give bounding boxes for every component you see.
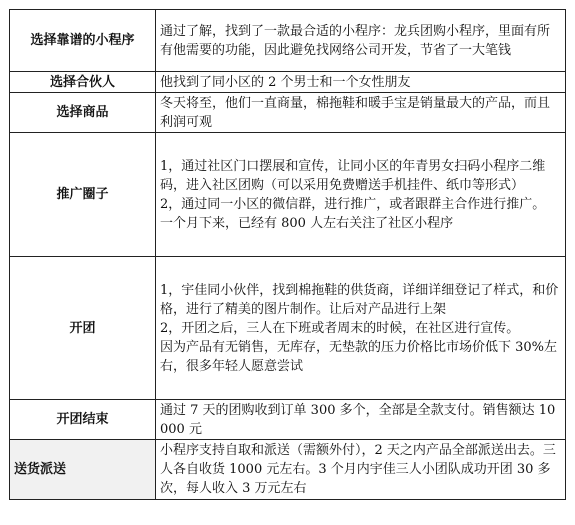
row-content <box>156 440 566 500</box>
table-row-promotion <box>10 133 566 257</box>
table-row-choose-partner <box>10 72 566 93</box>
table-row-open-group <box>10 257 566 400</box>
row-label: 选择靠谱的小程序 <box>10 10 156 72</box>
row-content <box>156 10 566 72</box>
row-label: 推广圈子 <box>10 133 156 257</box>
content-line: 2，开团之后，三人在下班或者周末的时候，在社区进行宣传。 <box>160 320 520 336</box>
row-label: 开团结束 <box>10 400 156 440</box>
content-line: 1，宇佳同小伙伴，找到棉拖鞋的供货商，详细详细登记了样式，和价格，进行了精美的图片制作。让后对产品进行上架 <box>160 282 559 317</box>
content-line: 一个月下来，已经有 800 人左右关注了社区小程序 <box>160 215 454 231</box>
row-label: 选择合伙人 <box>10 72 156 93</box>
plan-table <box>9 9 566 500</box>
row-content <box>156 72 566 93</box>
row-content <box>156 133 566 257</box>
content-line: 1，通过社区门口摆展和宣传，让同小区的年青男女扫码小程序二维码，进入社区团购（可以采用免费赠送手机挂件、纸巾等形式） <box>160 158 546 193</box>
document-page <box>9 9 566 500</box>
row-label: 选择商品 <box>10 93 156 133</box>
content-line: 2，通过同一小区的微信群，进行推广，或者跟群主合作进行推广。 <box>160 196 546 212</box>
row-content <box>156 257 566 400</box>
content-line: 通过 7 天的团购收到订单 300 多个，全部是全款支付。销售额达 10000 元 <box>160 402 556 437</box>
content-line: 他找到了同小区的 2 个男士和一个女性朋友 <box>160 74 411 90</box>
table-row-choose-product <box>10 93 566 133</box>
table-row-choose-app <box>10 10 566 72</box>
content-line: 小程序支持自取和派送（需额外付），2 天之内产品全部派送出去。三人各自收货 1000 元左右。3 个月内宇佳三人小团队成功开团 30 多次，每人收入 3 万元左右 <box>160 443 556 496</box>
table-row-delivery <box>10 440 566 500</box>
content-line: 冬天将至，他们一直商量，棉拖鞋和暖手宝是销量最大的产品，而且利润可观 <box>160 95 551 130</box>
row-label: 送货派送 <box>10 440 156 500</box>
row-label: 开团 <box>10 257 156 400</box>
content-line: 通过了解，找到了一款最合适的小程序：龙兵团购小程序，里面有所有他需要的功能，因此避免找网络公司开发，节省了一大笔钱 <box>160 23 551 58</box>
table-row-group-end <box>10 400 566 440</box>
row-content <box>156 400 566 440</box>
content-line: 因为产品有无销售，无库存，无垫款的压力价格比市场价低下 30%左右，很多年轻人愿意尝试 <box>160 339 558 374</box>
row-content <box>156 93 566 133</box>
